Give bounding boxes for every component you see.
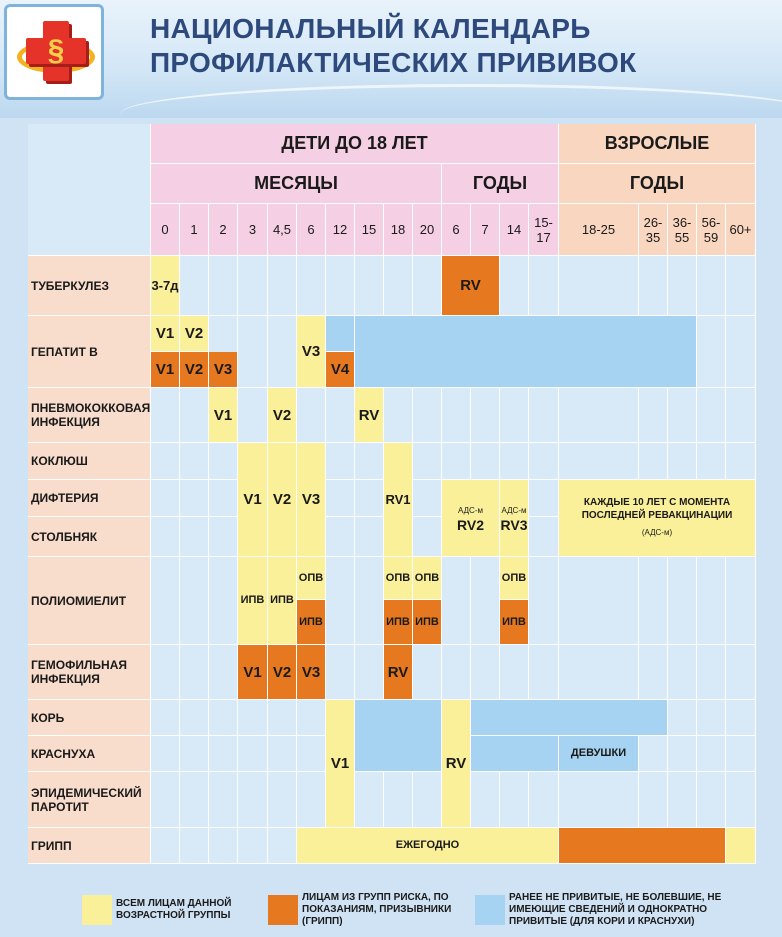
- table-cell: [297, 256, 326, 316]
- table-cell: [668, 557, 697, 645]
- age-column-header: 15-17: [529, 204, 559, 256]
- table-cell: [529, 256, 559, 316]
- table-cell: [471, 388, 500, 443]
- table-cell: [180, 256, 209, 316]
- table-cell: [180, 517, 209, 557]
- table-cell: [500, 388, 529, 443]
- table-cell: [180, 645, 209, 700]
- table-cell: [268, 736, 297, 772]
- table-cell: [180, 772, 209, 828]
- table-cell: [668, 256, 697, 316]
- table-cell: [529, 645, 559, 700]
- dtp-v1: V1: [238, 443, 268, 557]
- table-cell: [559, 645, 639, 700]
- table-cell: [559, 388, 639, 443]
- pneumo-v1: V1: [209, 388, 238, 443]
- table-cell: [238, 772, 268, 828]
- table-cell: [151, 557, 180, 645]
- hepb-unvaccinated-block: [355, 316, 697, 388]
- table-cell: [151, 517, 180, 557]
- table-cell: [209, 517, 238, 557]
- legend-text-yellow: ВСЕМ ЛИЦАМ ДАННОЙ ВОЗРАСТНОЙ ГРУППЫ: [116, 898, 232, 921]
- table-cell: [500, 772, 529, 828]
- table-cell: [726, 700, 756, 736]
- table-cell: [180, 388, 209, 443]
- table-cell: [726, 443, 756, 480]
- polio-ipv-2: ИПВ: [268, 557, 297, 645]
- table-cell: [697, 316, 726, 388]
- snake-icon: §: [47, 34, 65, 67]
- table-cell: [151, 736, 180, 772]
- disease-label-mumps: ЭПИДЕМИЧЕСКИЙ ПАРОТИТ: [28, 772, 151, 828]
- hib-v2: V2: [268, 645, 297, 700]
- age-column-header: 14: [500, 204, 529, 256]
- table-cell: [697, 736, 726, 772]
- adult-dt-sub: (АДС-м): [641, 528, 673, 537]
- age-column-header: 56-59: [697, 204, 726, 256]
- table-cell: [639, 443, 668, 480]
- table-cell: [697, 557, 726, 645]
- table-cell: [238, 736, 268, 772]
- table-cell: [639, 772, 668, 828]
- ads-m-label: АДС-м: [501, 506, 527, 515]
- table-cell: [151, 772, 180, 828]
- table-cell: [442, 388, 471, 443]
- table-cell: [209, 828, 238, 864]
- table-cell: [726, 316, 756, 388]
- table-cell: [639, 256, 668, 316]
- table-cell: [529, 557, 559, 645]
- polio-ipv-1: ИПВ: [238, 557, 268, 645]
- age-column-header: 3: [238, 204, 268, 256]
- table-cell: [668, 443, 697, 480]
- disease-label-tb: ТУБЕРКУЛЕЗ: [28, 256, 151, 316]
- table-cell: [326, 645, 355, 700]
- rv3-label: RV3: [500, 517, 528, 533]
- hepb-v4-risk: V4: [326, 352, 355, 388]
- table-cell: [209, 443, 238, 480]
- table-cell: [697, 645, 726, 700]
- table-cell: [151, 828, 180, 864]
- table-cell: [529, 443, 559, 480]
- table-cell: [471, 645, 500, 700]
- vaccination-table: [28, 124, 756, 864]
- table-cell: [413, 388, 442, 443]
- age-column-header: 18-25: [559, 204, 639, 256]
- table-cell: [151, 388, 180, 443]
- table-cell: [726, 557, 756, 645]
- tb-first-dose: 3-7д: [151, 256, 180, 316]
- table-cell: [268, 700, 297, 736]
- polio-ipv-14y-risk: ИПВ: [500, 600, 529, 645]
- header-children: ДЕТИ ДО 18 ЛЕТ: [151, 124, 559, 164]
- table-cell: [639, 388, 668, 443]
- table-cell: [180, 443, 209, 480]
- age-column-header: 60+: [726, 204, 756, 256]
- age-column-header: 6: [297, 204, 326, 256]
- table-cell: [442, 645, 471, 700]
- age-column-header: 6: [442, 204, 471, 256]
- disease-label-flu: ГРИПП: [28, 828, 151, 864]
- table-cell: [180, 557, 209, 645]
- table-cell: [355, 645, 384, 700]
- table-cell: [355, 443, 384, 480]
- table-cell: [326, 388, 355, 443]
- table-cell: [413, 517, 442, 557]
- hepb-v1-risk: V1: [151, 352, 180, 388]
- table-cell: [471, 772, 500, 828]
- table-cell: [559, 256, 639, 316]
- table-cell: [355, 772, 384, 828]
- legend: [0, 870, 782, 937]
- table-cell: [209, 480, 238, 517]
- table-cell: [326, 443, 355, 480]
- legend-swatch-blue: [475, 895, 505, 925]
- table-cell: [639, 736, 668, 772]
- table-cell: [151, 645, 180, 700]
- table-cell: [355, 256, 384, 316]
- table-cell: [180, 700, 209, 736]
- table-cell: [268, 316, 297, 388]
- table-cell: [413, 443, 442, 480]
- hib-v1: V1: [238, 645, 268, 700]
- dtp-v3: V3: [297, 443, 326, 557]
- pneumo-rv: RV: [355, 388, 384, 443]
- disease-label-pneumo: ПНЕВМОКОККОВАЯ ИНФЕКЦИЯ: [28, 388, 151, 443]
- disease-label-measles: КОРЬ: [28, 700, 151, 736]
- polio-opv-18m: ОПВ: [384, 557, 413, 600]
- table-cell: [413, 772, 442, 828]
- polio-opv-20m: ОПВ: [413, 557, 442, 600]
- ads-m-label: АДС-м: [458, 506, 483, 515]
- rv2-label: RV2: [457, 517, 484, 533]
- page-title: [150, 12, 750, 80]
- table-cell: [668, 772, 697, 828]
- disease-label-tetanus: СТОЛБНЯК: [28, 517, 151, 557]
- header-years-children: ГОДЫ: [442, 164, 559, 204]
- flu-risk-adults: [559, 828, 726, 864]
- table-cell: [697, 772, 726, 828]
- legend-text-blue: РАНЕЕ НЕ ПРИВИТЫЕ, НЕ БОЛЕВШИЕ, НЕ ИМЕЮЩИЕ СВЕДЕНИЙ И ОДНОКРАТНО ПРИВИТЫЕ (ДЛЯ КОРИ И КРАСНУХИ): [509, 892, 722, 927]
- disease-label-diphtheria: ДИФТЕРИЯ: [28, 480, 151, 517]
- table-cell: [297, 700, 326, 736]
- rubella-girls: ДЕВУШКИ: [559, 736, 639, 772]
- table-cell: [384, 772, 413, 828]
- measles-unvaccinated-block: [471, 700, 668, 736]
- rubella-unvaccinated-block: [471, 736, 559, 772]
- hepb-unvaccinated-block: [326, 316, 355, 352]
- table-cell: [326, 256, 355, 316]
- adult-dt-text: КАЖДЫЕ 10 ЛЕТ С МОМЕНТА ПОСЛЕДНЕЙ РЕВАКЦИНАЦИИ: [581, 497, 733, 521]
- hepb-v2-risk: V2: [180, 352, 209, 388]
- hepb-v3-all: V3: [297, 316, 326, 388]
- table-cell: [209, 645, 238, 700]
- table-cell: [180, 480, 209, 517]
- age-column-header: 2: [209, 204, 238, 256]
- legend-swatch-orange: [268, 895, 298, 925]
- table-cell: [209, 772, 238, 828]
- table-cell: [209, 256, 238, 316]
- table-cell: [297, 772, 326, 828]
- header-adults: ВЗРОСЛЫЕ: [559, 124, 756, 164]
- table-cell: [726, 388, 756, 443]
- mmr-unvaccinated-block: [355, 700, 442, 772]
- age-column-header: 7: [471, 204, 500, 256]
- medical-logo: [4, 4, 104, 100]
- polio-opv-6m: ОПВ: [297, 557, 326, 600]
- polio-ipv-20m-risk: ИПВ: [413, 600, 442, 645]
- legend-text-orange: ЛИЦАМ ИЗ ГРУПП РИСКА, ПО ПОКАЗАНИЯМ, ПРИЗЫВНИКИ (ГРИПП): [302, 892, 452, 927]
- table-cell: [326, 557, 355, 645]
- title-line-2: ПРОФИЛАКТИЧЕСКИХ ПРИВИВОК: [150, 47, 637, 78]
- tb-revaccination: RV: [442, 256, 500, 316]
- legend-swatch-yellow: [82, 895, 112, 925]
- hib-v3: V3: [297, 645, 326, 700]
- polio-opv-14y: ОПВ: [500, 557, 529, 600]
- age-column-header: 36-55: [668, 204, 697, 256]
- table-cell: [668, 388, 697, 443]
- table-cell: [238, 700, 268, 736]
- table-cell: [442, 443, 471, 480]
- hib-rv: RV: [384, 645, 413, 700]
- table-cell: [238, 828, 268, 864]
- adult-dt-booster: [559, 480, 756, 557]
- table-cell: [668, 736, 697, 772]
- table-cell: [697, 700, 726, 736]
- table-cell: [384, 388, 413, 443]
- table-cell: [180, 736, 209, 772]
- table-cell: [639, 645, 668, 700]
- table-cell: [268, 772, 297, 828]
- table-cell: [726, 645, 756, 700]
- table-cell: [326, 480, 355, 517]
- table-cell: [500, 443, 529, 480]
- disease-label-hepb: ГЕПАТИТ В: [28, 316, 151, 388]
- table-cell: [471, 443, 500, 480]
- flu-annually-elderly: [726, 828, 756, 864]
- table-cell: [529, 517, 559, 557]
- hepb-v3-risk: V3: [209, 352, 238, 388]
- age-column-header: 1: [180, 204, 209, 256]
- table-cell: [413, 645, 442, 700]
- hepb-v2-all: V2: [180, 316, 209, 352]
- age-column-header: 18: [384, 204, 413, 256]
- polio-ipv-6m-risk: ИПВ: [297, 600, 326, 645]
- age-column-header: 15: [355, 204, 384, 256]
- table-cell: [442, 557, 471, 645]
- table-cell: [559, 443, 639, 480]
- dt-rv2-booster: [442, 480, 500, 557]
- table-cell: [529, 388, 559, 443]
- table-cell: [355, 517, 384, 557]
- table-cell: [268, 828, 297, 864]
- table-cell: [209, 700, 238, 736]
- table-cell: [697, 443, 726, 480]
- mmr-rv: RV: [442, 700, 471, 828]
- table-cell: [529, 480, 559, 517]
- disease-label-pertussis: КОКЛЮШ: [28, 443, 151, 480]
- disease-label-rubella: КРАСНУХА: [28, 736, 151, 772]
- table-cell: [238, 256, 268, 316]
- table-cell: [151, 700, 180, 736]
- table-cell: [668, 700, 697, 736]
- title-line-1: НАЦИОНАЛЬНЫЙ КАЛЕНДАРЬ: [150, 13, 591, 44]
- table-cell: [355, 557, 384, 645]
- table-cell: [413, 480, 442, 517]
- table-cell: [471, 557, 500, 645]
- table-cell: [297, 736, 326, 772]
- header-years-adults: ГОДЫ: [559, 164, 756, 204]
- table-cell: [726, 256, 756, 316]
- age-column-header: 0: [151, 204, 180, 256]
- dtp-v2: V2: [268, 443, 297, 557]
- header: [0, 0, 782, 118]
- table-cell: [355, 480, 384, 517]
- table-cell: [151, 480, 180, 517]
- table-cell: [697, 256, 726, 316]
- header-months: МЕСЯЦЫ: [151, 164, 442, 204]
- table-cell: [297, 388, 326, 443]
- table-cell: [726, 772, 756, 828]
- table-cell: [151, 443, 180, 480]
- dtp-rv1: RV1: [384, 443, 413, 557]
- polio-ipv-18m-risk: ИПВ: [384, 600, 413, 645]
- table-cell: [500, 256, 529, 316]
- table-cell: [529, 772, 559, 828]
- table-cell: [384, 256, 413, 316]
- table-cell: [697, 388, 726, 443]
- table-cell: [639, 557, 668, 645]
- table-cell: [238, 316, 268, 388]
- table-cell: [413, 256, 442, 316]
- mmr-v1: V1: [326, 700, 355, 828]
- flu-annually-children: ЕЖЕГОДНО: [297, 828, 559, 864]
- table-cell: [326, 517, 355, 557]
- table-cell: [559, 772, 639, 828]
- pneumo-v2: V2: [268, 388, 297, 443]
- age-column-header: 20: [413, 204, 442, 256]
- table-cell: [209, 736, 238, 772]
- age-column-header: 4,5: [268, 204, 297, 256]
- table-cell: [268, 256, 297, 316]
- age-column-header: 26-35: [639, 204, 668, 256]
- disease-label-hib: ГЕМОФИЛЬНАЯ ИНФЕКЦИЯ: [28, 645, 151, 700]
- table-cell: [726, 736, 756, 772]
- table-cell: [668, 645, 697, 700]
- table-cell: [559, 557, 639, 645]
- table-corner: [28, 124, 151, 256]
- age-column-header: 12: [326, 204, 355, 256]
- hepb-v1-all: V1: [151, 316, 180, 352]
- table-cell: [238, 388, 268, 443]
- table-cell: [209, 557, 238, 645]
- disease-label-polio: ПОЛИОМИЕЛИТ: [28, 557, 151, 645]
- dt-rv3-booster: [500, 480, 529, 557]
- table-cell: [500, 645, 529, 700]
- table-cell: [180, 828, 209, 864]
